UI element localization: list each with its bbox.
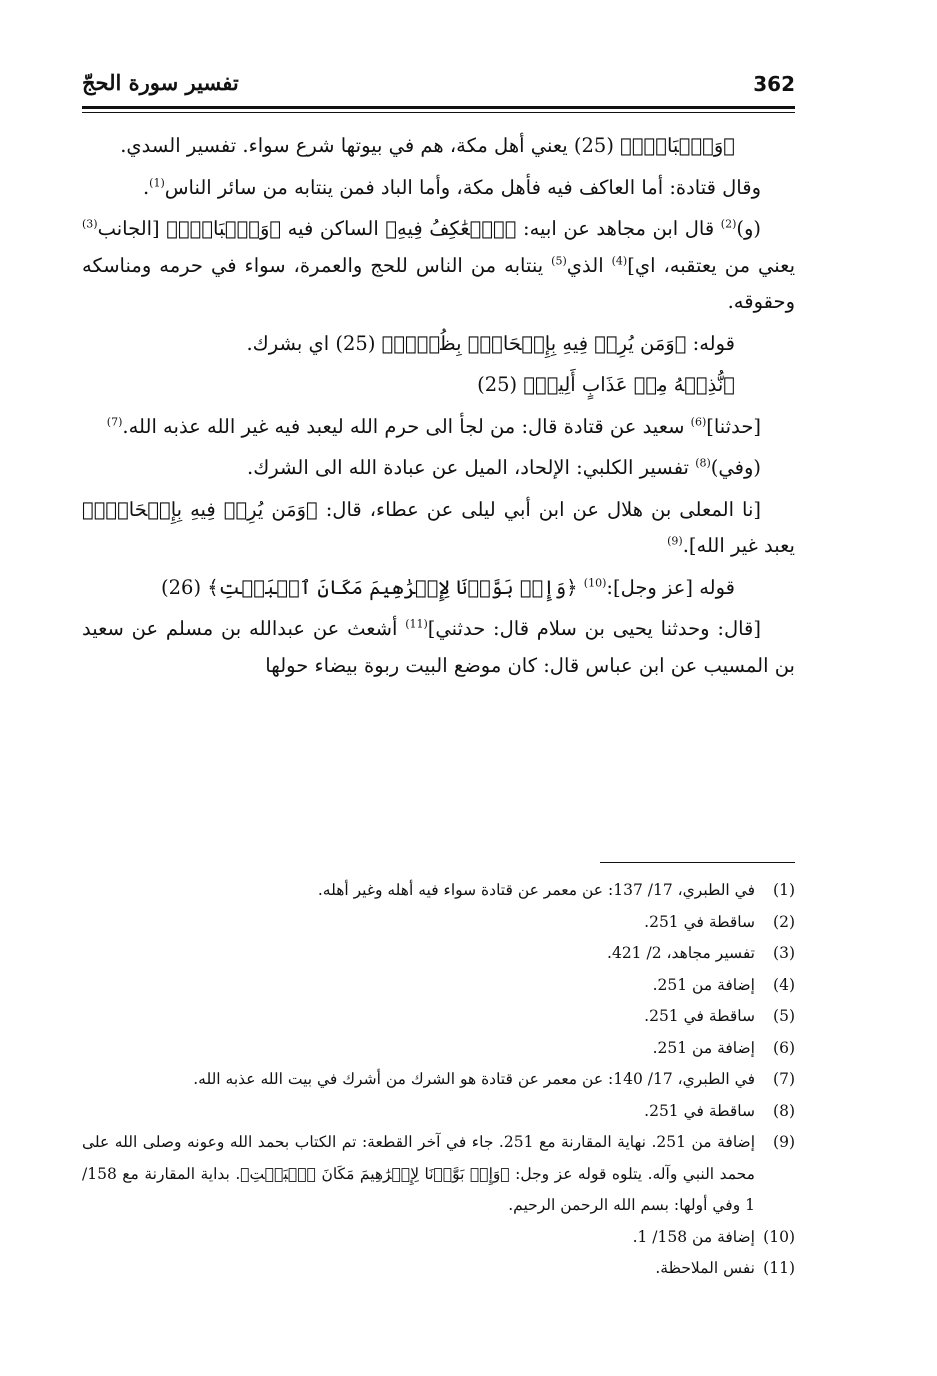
footnote-text: إضافة من 251. نهاية المقارنة مع 251. جاء في آخر القطعة: تم الكتاب بحمد الله وعونه وصلى الله على محمد النبي وآله. يتلوه قوله عز وجل: ﴿وَإِذۡ بَوَّأۡنَا لِإِبۡرَٰهِيمَ مَكَانَ ٱلۡبَيۡتِ﴾. بداية المقارنة مع 158/ 1 وفي أولها: بسم الله الرحمن الرحيم. [82,1133,756,1214]
footnote-ref: (4) [611,254,628,267]
footnote [82,1064,795,1096]
paragraph: [قال: وحدثنا يحيى بن سلام قال: حدثني]$^{(11)}$ أشعث عن عبدالله بن مسلم عن سعيد بن المسيب عن ابن عباس قال: كان موضع البيت ربوة بيضاء حولها [82,617,795,677]
footnote-ref: (3) [82,217,98,231]
footnote-number: (4) [773,975,795,994]
footnote-text: تفسير مجاهد، 2/ 421. [607,944,755,962]
footnotes [82,875,795,1285]
footnote-number: (10) [763,1227,795,1246]
footnote-text: ساقطة في 251. [644,1007,755,1025]
footnote-ref: (9) [667,534,683,548]
footnote [82,1001,795,1033]
footnote-number: (2) [773,912,795,931]
paragraph: (و)$^{(2)}$ قال ابن مجاهد عن ابيه: ﴿ٱلۡعَٰكِفُ فِيهِ﴾ الساكن فيه ﴿وَٱلۡبَادِۚ﴾ [الجانب$^{(3)}$ يعني من يعتقبه، اي]$^{(4)}$ الذي$^{(5)}$ ينتابه من الناس للحج والعمرة، سواء في حرمه ومناسكه وحقوقه. [82,217,795,313]
paragraph: [حدثنا]$^{(6)}$ سعيد عن قتادة قال: من لجأ الى حرم الله ليعبد فيه غير الله عذبه الله.$^{(7)}$ [106,414,761,438]
footnote [82,1222,795,1254]
footnote-ref: (6) [690,415,707,428]
footnote-text: إضافة من 158/ 1. [632,1227,755,1246]
paragraph: (وفي)$^{(8)}$ تفسير الكلبي: الإلحاد، الميل عن عبادة الله الى الشرك. [247,456,761,479]
footnote-number: (5) [773,1007,795,1025]
footnote-ref: (1) [149,176,165,189]
footnote-number: (7) [773,1070,795,1088]
footnote [82,1033,795,1065]
footnote-text: في الطبري، 17/ 137: عن معمر عن قتادة سواء فيه أهله وغير أهله. [317,881,755,899]
paragraph: [نا المعلى بن هلال عن ابن أبي ليلى عن عطاء، قال: ﴿وَمَن يُرِدۡ فِيهِ بِإِلۡحَادِۭ﴾ يعبد غير الله].$^{(9)}$ [82,497,795,557]
footnote-text: في الطبري، 17/ 140: عن معمر عن قتادة هو الشرك من أشرك في بيت الله عذبه الله. [193,1070,755,1088]
footnote [82,938,795,970]
footnote-number: (8) [773,1101,795,1120]
footnote [82,1127,795,1222]
footnote-number: (6) [773,1038,795,1057]
footnote-ref: (7) [106,415,123,428]
paragraph: قوله [عز وجل]:$^{(10)}$ ﴿وَإِذۡ بَوَّأۡنَا لِإِبۡرَٰهِيمَ مَكَانَ ٱلۡبَيۡتِ﴾ (26) [161,575,735,599]
paragraph: ﴿نُّذِقۡهُ مِنۡ عَذَابٍ أَلِيمٖ﴾ (25) [477,373,735,396]
footnote [82,1096,795,1128]
main-text [82,128,795,689]
header-rule-thin [82,112,795,113]
footnote [82,907,795,939]
footnote-ref: (5) [551,254,567,267]
paragraph: قوله: ﴿وَمَن يُرِدۡ فِيهِ بِإِلۡحَادِۭ بِظُلۡمٖ﴾ (25) اي بشرك. [246,331,735,355]
footnote-text: ساقطة في 251. [644,912,755,931]
footnote-ref: (2) [720,217,737,231]
header-rule-thick [82,106,795,109]
page-number: 362 [753,72,795,96]
footnote-text: ساقطة في 251. [644,1101,755,1120]
footnote-number: (1) [773,881,795,899]
footnote-number: (3) [773,944,795,962]
footnote [82,1253,795,1285]
running-title: تفسير سورة الحجّ [82,70,239,95]
footnote [82,970,795,1002]
footnote-ref: (8) [695,456,711,470]
footnote-text: نفس الملاحظة. [655,1259,755,1277]
paragraph: ﴿وَٱلۡبَادِۚ﴾ (25) يعني أهل مكة، هم في بيوتها شرع سواء. تفسير السدي. [120,134,735,157]
footnote-text: إضافة من 251. [652,975,755,994]
footnote-number: (11) [763,1259,795,1277]
footnote-number: (9) [773,1133,795,1151]
footnote-ref: (11) [405,617,428,631]
footnote-ref: (10) [583,576,607,589]
footnote-text: إضافة من 251. [652,1038,755,1057]
page-header [82,70,795,104]
footnote-separator [600,862,795,863]
footnote [82,875,795,907]
paragraph: وقال قتادة: أما العاكف فيه فأهل مكة، وأما الباد فمن ينتابه من سائر الناس$^{(1)}$. [142,175,761,199]
